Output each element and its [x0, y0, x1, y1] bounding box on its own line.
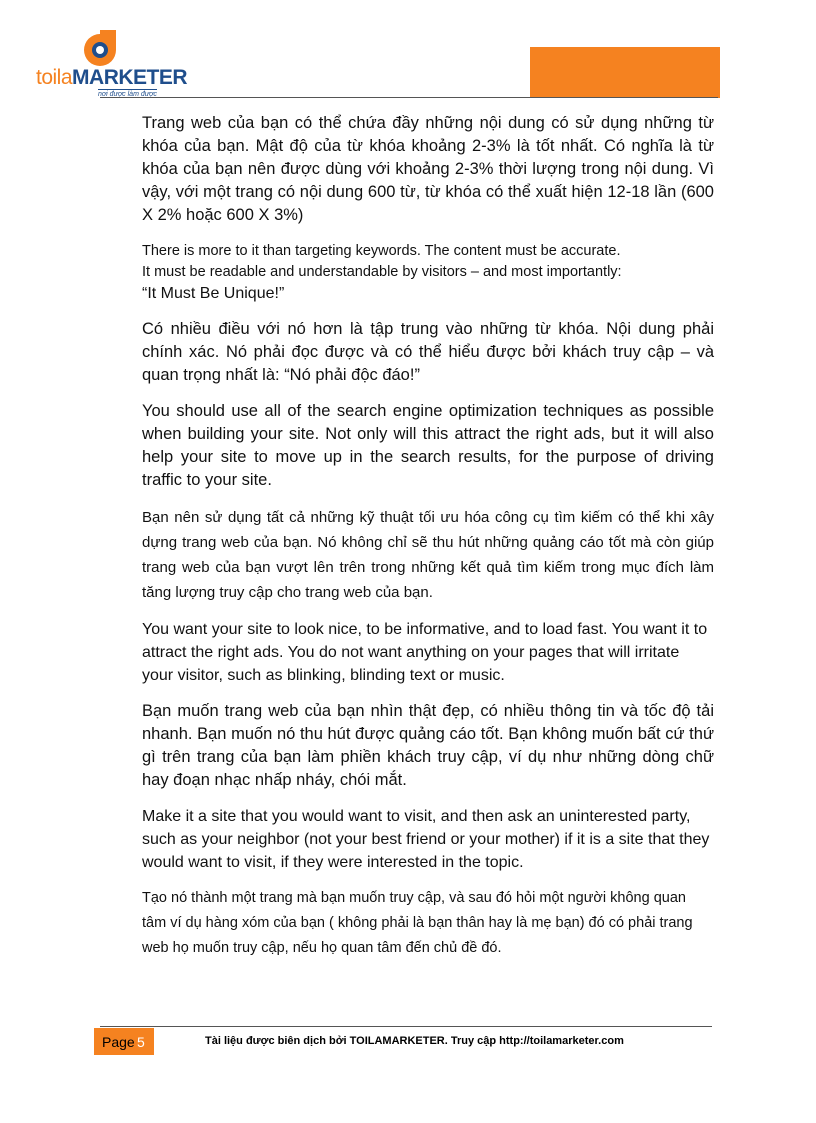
logo-text-right: MARKETER	[72, 66, 188, 89]
page-number: 5	[137, 1034, 145, 1050]
paragraph-vi-2: Có nhiều điều với nó hơn là tập trung vào những từ khóa. Nội dung phải chính xác. Nó phải đọc được và có thể hiểu được bởi khách truy cập – và quan trọng nhất là: “Nó phải độc đáo!”	[142, 320, 714, 384]
paragraph-en-3: You want your site to look nice, to be informative, and to load fast. You want it to attract the right ads. You do not want anything on your pages that will irritate your visitor, such as blinking, blinding text or music.	[142, 621, 708, 684]
header-divider	[100, 97, 718, 98]
logo-drop-icon	[80, 28, 120, 68]
logo-tagline: nơi được làm được	[98, 91, 157, 98]
paragraph-en-1-line-2: It must be readable and understandable by visitors – and most importantly:	[142, 264, 622, 280]
footer-divider	[100, 1026, 712, 1027]
paragraph-en-1-line-1: There is more to it than targeting keywords. The content must be accurate.	[142, 243, 621, 259]
paragraph-vi-3: Bạn nên sử dụng tất cả những kỹ thuật tối ưu hóa công cụ tìm kiếm có thể khi xây dựng trang web của bạn. Nó không chỉ sẽ thu hút những quảng cáo tốt mà còn giúp trang web của bạn vượt lên trên trong những kết quả tìm kiếm trong mục đích làm tăng lượng truy cập cho trang web của bạn.	[142, 509, 714, 601]
page-label: Page	[102, 1034, 135, 1050]
logo-wordmark	[36, 66, 187, 90]
logo-text-left: toila	[36, 66, 73, 89]
paragraph-vi-5: Tạo nó thành một trang mà bạn muốn truy cập, và sau đó hỏi một người không quan tâm ví dụ hàng xóm của bạn ( không phải là bạn thân hay là mẹ bạn) đó có phải trang web họ muốn truy cập, nếu họ quan tâm đến chủ đề đó.	[142, 890, 693, 956]
paragraph-en-2: You should use all of the search engine optimization techniques as possible when building your site. Not only will this attract the right ads, but it will also help your site to move up in the search results, for the purpose of driving traffic to your site.	[142, 402, 714, 489]
header-accent-block	[530, 47, 720, 98]
page-number-box	[94, 1028, 154, 1055]
paragraph-en-1-line-3: “It Must Be Unique!”	[142, 285, 285, 302]
brand-logo	[36, 26, 188, 102]
paragraph-vi-4: Bạn muốn trang web của bạn nhìn thật đẹp, có nhiều thông tin và tốc độ tải nhanh. Bạn muốn nó thu hút được quảng cáo tốt. Bạn không muốn bất cứ thứ gì trên trang của bạn làm phiền khách truy cập, ví dụ như những dòng chữ hay đoạn nhạc nhấp nháy, chói mắt.	[142, 702, 714, 789]
footer-credit: Tài liệu được biên dịch bởi TOILAMARKETER. Truy cập http://toilamarketer.com	[205, 1035, 624, 1047]
paragraph-en-4: Make it a site that you would want to visit, and then ask an uninterested party, such as your neighbor (not your best friend or your mother) if it is a site that they would want to visit, if they were interested in the topic.	[142, 808, 710, 871]
paragraph-vi-1: Trang web của bạn có thể chứa đầy những nội dung có sử dụng những từ khóa của bạn. Mật độ của từ khóa khoảng 2-3% là tốt nhất. Có nghĩa là từ khóa của bạn nên được dùng với khoảng 2-3% thời lượng trong nội dung. Vì vậy, với một trang có nội dung 600 từ, từ khóa có thể xuất hiện 12-18 lần (600 X 2% hoặc 600 X 3%)	[142, 114, 714, 224]
paragraph-en-1	[142, 241, 714, 305]
page-content	[142, 112, 714, 961]
